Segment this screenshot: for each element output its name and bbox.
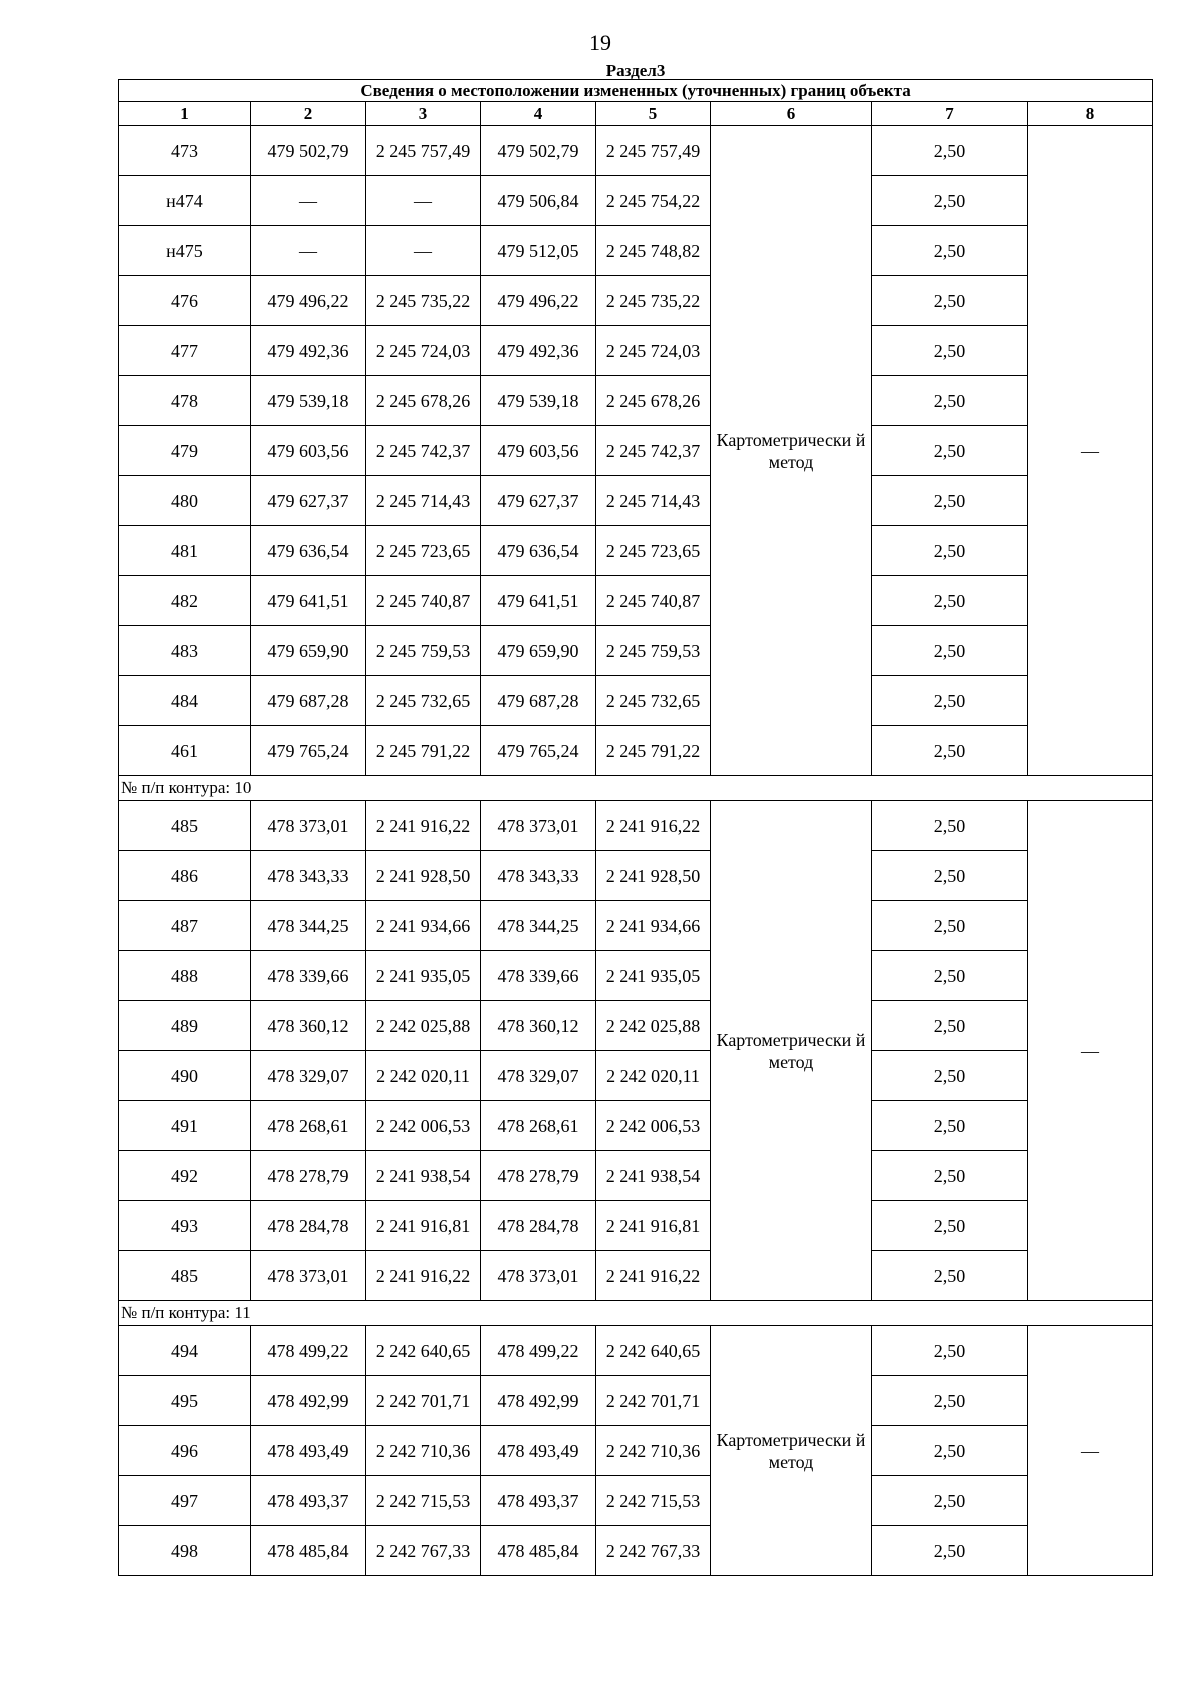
x-new-cell: 478 284,78 <box>481 1201 596 1251</box>
point-number-cell: 481 <box>119 526 251 576</box>
x-old-cell: — <box>251 176 366 226</box>
boundary-coordinates-table <box>118 62 1153 1576</box>
x-old-cell: 478 492,99 <box>251 1376 366 1426</box>
y-new-cell: 2 242 715,53 <box>596 1476 711 1526</box>
accuracy-cell: 2,50 <box>872 676 1028 726</box>
x-old-cell: 478 360,12 <box>251 1001 366 1051</box>
y-new-cell: 2 245 757,49 <box>596 126 711 176</box>
table-row <box>119 1051 1153 1101</box>
y-old-cell: 2 242 701,71 <box>366 1376 481 1426</box>
x-old-cell: 478 344,25 <box>251 901 366 951</box>
y-old-cell: 2 245 791,22 <box>366 726 481 776</box>
point-number-cell: 484 <box>119 676 251 726</box>
accuracy-cell: 2,50 <box>872 376 1028 426</box>
x-new-cell: 478 278,79 <box>481 1151 596 1201</box>
contour-row <box>119 1301 1153 1326</box>
table-row <box>119 126 1153 176</box>
point-number-cell: 492 <box>119 1151 251 1201</box>
y-new-cell: 2 241 934,66 <box>596 901 711 951</box>
table-row <box>119 801 1153 851</box>
column-8-cell: — <box>1028 1326 1153 1576</box>
y-new-cell: 2 245 714,43 <box>596 476 711 526</box>
y-new-cell: 2 241 938,54 <box>596 1151 711 1201</box>
x-old-cell: 479 659,90 <box>251 626 366 676</box>
y-old-cell: 2 242 640,65 <box>366 1326 481 1376</box>
x-old-cell: 479 627,37 <box>251 476 366 526</box>
x-new-cell: 478 492,99 <box>481 1376 596 1426</box>
point-number-cell: 486 <box>119 851 251 901</box>
table-row <box>119 576 1153 626</box>
x-old-cell: 478 373,01 <box>251 801 366 851</box>
accuracy-cell: 2,50 <box>872 476 1028 526</box>
accuracy-cell: 2,50 <box>872 226 1028 276</box>
point-number-cell: 497 <box>119 1476 251 1526</box>
x-new-cell: 479 636,54 <box>481 526 596 576</box>
y-old-cell: 2 241 916,81 <box>366 1201 481 1251</box>
point-number-cell: 482 <box>119 576 251 626</box>
y-old-cell: — <box>366 226 481 276</box>
section-row <box>119 62 1153 80</box>
point-number-cell: 473 <box>119 126 251 176</box>
table-row <box>119 176 1153 226</box>
point-number-cell: 480 <box>119 476 251 526</box>
accuracy-cell: 2,50 <box>872 526 1028 576</box>
accuracy-cell: 2,50 <box>872 1251 1028 1301</box>
column-number: 7 <box>872 102 1028 126</box>
point-number-cell: 461 <box>119 726 251 776</box>
accuracy-cell: 2,50 <box>872 1376 1028 1426</box>
x-new-cell: 478 499,22 <box>481 1326 596 1376</box>
table-row <box>119 951 1153 1001</box>
point-number-cell: н474 <box>119 176 251 226</box>
table-row <box>119 426 1153 476</box>
accuracy-cell: 2,50 <box>872 1051 1028 1101</box>
table-row <box>119 526 1153 576</box>
table-row <box>119 1201 1153 1251</box>
point-number-cell: 478 <box>119 376 251 426</box>
point-number-cell: 496 <box>119 1426 251 1476</box>
accuracy-cell: 2,50 <box>872 901 1028 951</box>
accuracy-cell: 2,50 <box>872 726 1028 776</box>
y-new-cell: 2 241 916,22 <box>596 1251 711 1301</box>
accuracy-cell: 2,50 <box>872 1151 1028 1201</box>
y-new-cell: 2 241 928,50 <box>596 851 711 901</box>
table-row <box>119 276 1153 326</box>
point-number-cell: 498 <box>119 1526 251 1576</box>
y-old-cell: 2 241 935,05 <box>366 951 481 1001</box>
x-old-cell: 478 373,01 <box>251 1251 366 1301</box>
x-old-cell: 478 343,33 <box>251 851 366 901</box>
method-cell: Картометрически й метод <box>711 126 872 776</box>
x-new-cell: 478 373,01 <box>481 801 596 851</box>
x-old-cell: 478 485,84 <box>251 1526 366 1576</box>
x-new-cell: 478 485,84 <box>481 1526 596 1576</box>
table-body <box>119 62 1153 1576</box>
contour-label: № п/п контура: 10 <box>119 776 1153 801</box>
x-old-cell: 479 539,18 <box>251 376 366 426</box>
y-new-cell: 2 242 025,88 <box>596 1001 711 1051</box>
column-number: 5 <box>596 102 711 126</box>
x-new-cell: 479 603,56 <box>481 426 596 476</box>
x-new-cell: 479 539,18 <box>481 376 596 426</box>
y-new-cell: 2 245 754,22 <box>596 176 711 226</box>
y-old-cell: 2 241 916,22 <box>366 1251 481 1301</box>
y-new-cell: 2 242 020,11 <box>596 1051 711 1101</box>
section-label: Раздел3 <box>605 61 666 80</box>
contour-label: № п/п контура: 11 <box>119 1301 1153 1326</box>
table-row <box>119 1376 1153 1426</box>
x-old-cell: 478 329,07 <box>251 1051 366 1101</box>
x-new-cell: 478 493,49 <box>481 1426 596 1476</box>
y-old-cell: 2 241 938,54 <box>366 1151 481 1201</box>
y-new-cell: 2 242 640,65 <box>596 1326 711 1376</box>
y-old-cell: 2 242 006,53 <box>366 1101 481 1151</box>
y-old-cell: 2 241 934,66 <box>366 901 481 951</box>
column-number: 3 <box>366 102 481 126</box>
y-old-cell: 2 245 723,65 <box>366 526 481 576</box>
accuracy-cell: 2,50 <box>872 276 1028 326</box>
accuracy-cell: 2,50 <box>872 1426 1028 1476</box>
point-number-cell: 477 <box>119 326 251 376</box>
table-row <box>119 226 1153 276</box>
x-new-cell: 478 360,12 <box>481 1001 596 1051</box>
column-number: 1 <box>119 102 251 126</box>
point-number-cell: 494 <box>119 1326 251 1376</box>
table-row <box>119 726 1153 776</box>
y-old-cell: 2 245 740,87 <box>366 576 481 626</box>
table-row <box>119 376 1153 426</box>
caption-row <box>119 80 1153 102</box>
x-new-cell: 478 373,01 <box>481 1251 596 1301</box>
x-old-cell: 479 765,24 <box>251 726 366 776</box>
accuracy-cell: 2,50 <box>872 1526 1028 1576</box>
y-old-cell: 2 242 710,36 <box>366 1426 481 1476</box>
table-row <box>119 1426 1153 1476</box>
x-old-cell: 478 499,22 <box>251 1326 366 1376</box>
accuracy-cell: 2,50 <box>872 176 1028 226</box>
accuracy-cell: 2,50 <box>872 126 1028 176</box>
x-old-cell: — <box>251 226 366 276</box>
point-number-cell: н475 <box>119 226 251 276</box>
x-old-cell: 478 339,66 <box>251 951 366 1001</box>
y-old-cell: 2 242 715,53 <box>366 1476 481 1526</box>
y-new-cell: 2 245 740,87 <box>596 576 711 626</box>
column-8-cell: — <box>1028 801 1153 1301</box>
x-new-cell: 479 496,22 <box>481 276 596 326</box>
table-row <box>119 326 1153 376</box>
y-new-cell: 2 242 767,33 <box>596 1526 711 1576</box>
table-row <box>119 1476 1153 1526</box>
point-number-cell: 493 <box>119 1201 251 1251</box>
accuracy-cell: 2,50 <box>872 951 1028 1001</box>
y-old-cell: 2 245 724,03 <box>366 326 481 376</box>
y-new-cell: 2 245 748,82 <box>596 226 711 276</box>
y-new-cell: 2 241 916,81 <box>596 1201 711 1251</box>
point-number-cell: 491 <box>119 1101 251 1151</box>
column-number: 8 <box>1028 102 1153 126</box>
point-number-cell: 487 <box>119 901 251 951</box>
x-old-cell: 478 493,49 <box>251 1426 366 1476</box>
x-old-cell: 479 636,54 <box>251 526 366 576</box>
x-old-cell: 479 687,28 <box>251 676 366 726</box>
y-new-cell: 2 242 701,71 <box>596 1376 711 1426</box>
table-row <box>119 1251 1153 1301</box>
x-old-cell: 479 641,51 <box>251 576 366 626</box>
accuracy-cell: 2,50 <box>872 801 1028 851</box>
x-new-cell: 479 512,05 <box>481 226 596 276</box>
point-number-cell: 479 <box>119 426 251 476</box>
table-row <box>119 1001 1153 1051</box>
x-new-cell: 478 344,25 <box>481 901 596 951</box>
y-new-cell: 2 241 935,05 <box>596 951 711 1001</box>
y-old-cell: 2 242 020,11 <box>366 1051 481 1101</box>
y-old-cell: 2 242 025,88 <box>366 1001 481 1051</box>
table-row <box>119 626 1153 676</box>
column-number: 6 <box>711 102 872 126</box>
column-number-row <box>119 102 1153 126</box>
x-old-cell: 478 268,61 <box>251 1101 366 1151</box>
x-new-cell: 478 339,66 <box>481 951 596 1001</box>
x-new-cell: 479 502,79 <box>481 126 596 176</box>
x-new-cell: 479 765,24 <box>481 726 596 776</box>
column-8-cell: — <box>1028 126 1153 776</box>
y-new-cell: 2 242 006,53 <box>596 1101 711 1151</box>
x-new-cell: 479 627,37 <box>481 476 596 526</box>
y-new-cell: 2 245 735,22 <box>596 276 711 326</box>
table-row <box>119 1101 1153 1151</box>
page-number: 19 <box>589 30 611 55</box>
accuracy-cell: 2,50 <box>872 1326 1028 1376</box>
y-old-cell: — <box>366 176 481 226</box>
x-old-cell: 478 493,37 <box>251 1476 366 1526</box>
table-row <box>119 676 1153 726</box>
table-caption: Сведения о местоположении измененных (уточненных) границ объекта <box>119 80 1153 102</box>
y-new-cell: 2 245 678,26 <box>596 376 711 426</box>
x-new-cell: 478 343,33 <box>481 851 596 901</box>
y-new-cell: 2 245 732,65 <box>596 676 711 726</box>
y-old-cell: 2 245 735,22 <box>366 276 481 326</box>
accuracy-cell: 2,50 <box>872 1201 1028 1251</box>
y-old-cell: 2 245 742,37 <box>366 426 481 476</box>
accuracy-cell: 2,50 <box>872 576 1028 626</box>
x-old-cell: 479 502,79 <box>251 126 366 176</box>
y-new-cell: 2 245 791,22 <box>596 726 711 776</box>
table-row <box>119 901 1153 951</box>
x-old-cell: 478 284,78 <box>251 1201 366 1251</box>
x-old-cell: 479 492,36 <box>251 326 366 376</box>
table-row <box>119 1326 1153 1376</box>
accuracy-cell: 2,50 <box>872 1101 1028 1151</box>
point-number-cell: 495 <box>119 1376 251 1426</box>
y-old-cell: 2 241 916,22 <box>366 801 481 851</box>
x-new-cell: 479 687,28 <box>481 676 596 726</box>
y-new-cell: 2 241 916,22 <box>596 801 711 851</box>
x-new-cell: 479 506,84 <box>481 176 596 226</box>
point-number-cell: 485 <box>119 801 251 851</box>
point-number-cell: 483 <box>119 626 251 676</box>
x-new-cell: 479 659,90 <box>481 626 596 676</box>
accuracy-cell: 2,50 <box>872 626 1028 676</box>
y-new-cell: 2 245 742,37 <box>596 426 711 476</box>
y-old-cell: 2 245 757,49 <box>366 126 481 176</box>
method-cell: Картометрически й метод <box>711 1326 872 1576</box>
y-new-cell: 2 242 710,36 <box>596 1426 711 1476</box>
point-number-cell: 476 <box>119 276 251 326</box>
accuracy-cell: 2,50 <box>872 426 1028 476</box>
accuracy-cell: 2,50 <box>872 851 1028 901</box>
y-old-cell: 2 245 714,43 <box>366 476 481 526</box>
contour-row <box>119 776 1153 801</box>
table-row <box>119 1151 1153 1201</box>
point-number-cell: 488 <box>119 951 251 1001</box>
y-old-cell: 2 245 732,65 <box>366 676 481 726</box>
x-old-cell: 478 278,79 <box>251 1151 366 1201</box>
x-old-cell: 479 496,22 <box>251 276 366 326</box>
x-new-cell: 479 641,51 <box>481 576 596 626</box>
column-number: 2 <box>251 102 366 126</box>
point-number-cell: 489 <box>119 1001 251 1051</box>
accuracy-cell: 2,50 <box>872 326 1028 376</box>
y-new-cell: 2 245 723,65 <box>596 526 711 576</box>
x-new-cell: 478 268,61 <box>481 1101 596 1151</box>
y-new-cell: 2 245 759,53 <box>596 626 711 676</box>
table-row <box>119 851 1153 901</box>
column-number: 4 <box>481 102 596 126</box>
point-number-cell: 490 <box>119 1051 251 1101</box>
y-old-cell: 2 242 767,33 <box>366 1526 481 1576</box>
y-new-cell: 2 245 724,03 <box>596 326 711 376</box>
accuracy-cell: 2,50 <box>872 1001 1028 1051</box>
x-new-cell: 478 329,07 <box>481 1051 596 1101</box>
table-row <box>119 1526 1153 1576</box>
y-old-cell: 2 245 678,26 <box>366 376 481 426</box>
y-old-cell: 2 245 759,53 <box>366 626 481 676</box>
method-cell: Картометрически й метод <box>711 801 872 1301</box>
table-row <box>119 476 1153 526</box>
point-number-cell: 485 <box>119 1251 251 1301</box>
accuracy-cell: 2,50 <box>872 1476 1028 1526</box>
y-old-cell: 2 241 928,50 <box>366 851 481 901</box>
x-new-cell: 479 492,36 <box>481 326 596 376</box>
x-old-cell: 479 603,56 <box>251 426 366 476</box>
x-new-cell: 478 493,37 <box>481 1476 596 1526</box>
